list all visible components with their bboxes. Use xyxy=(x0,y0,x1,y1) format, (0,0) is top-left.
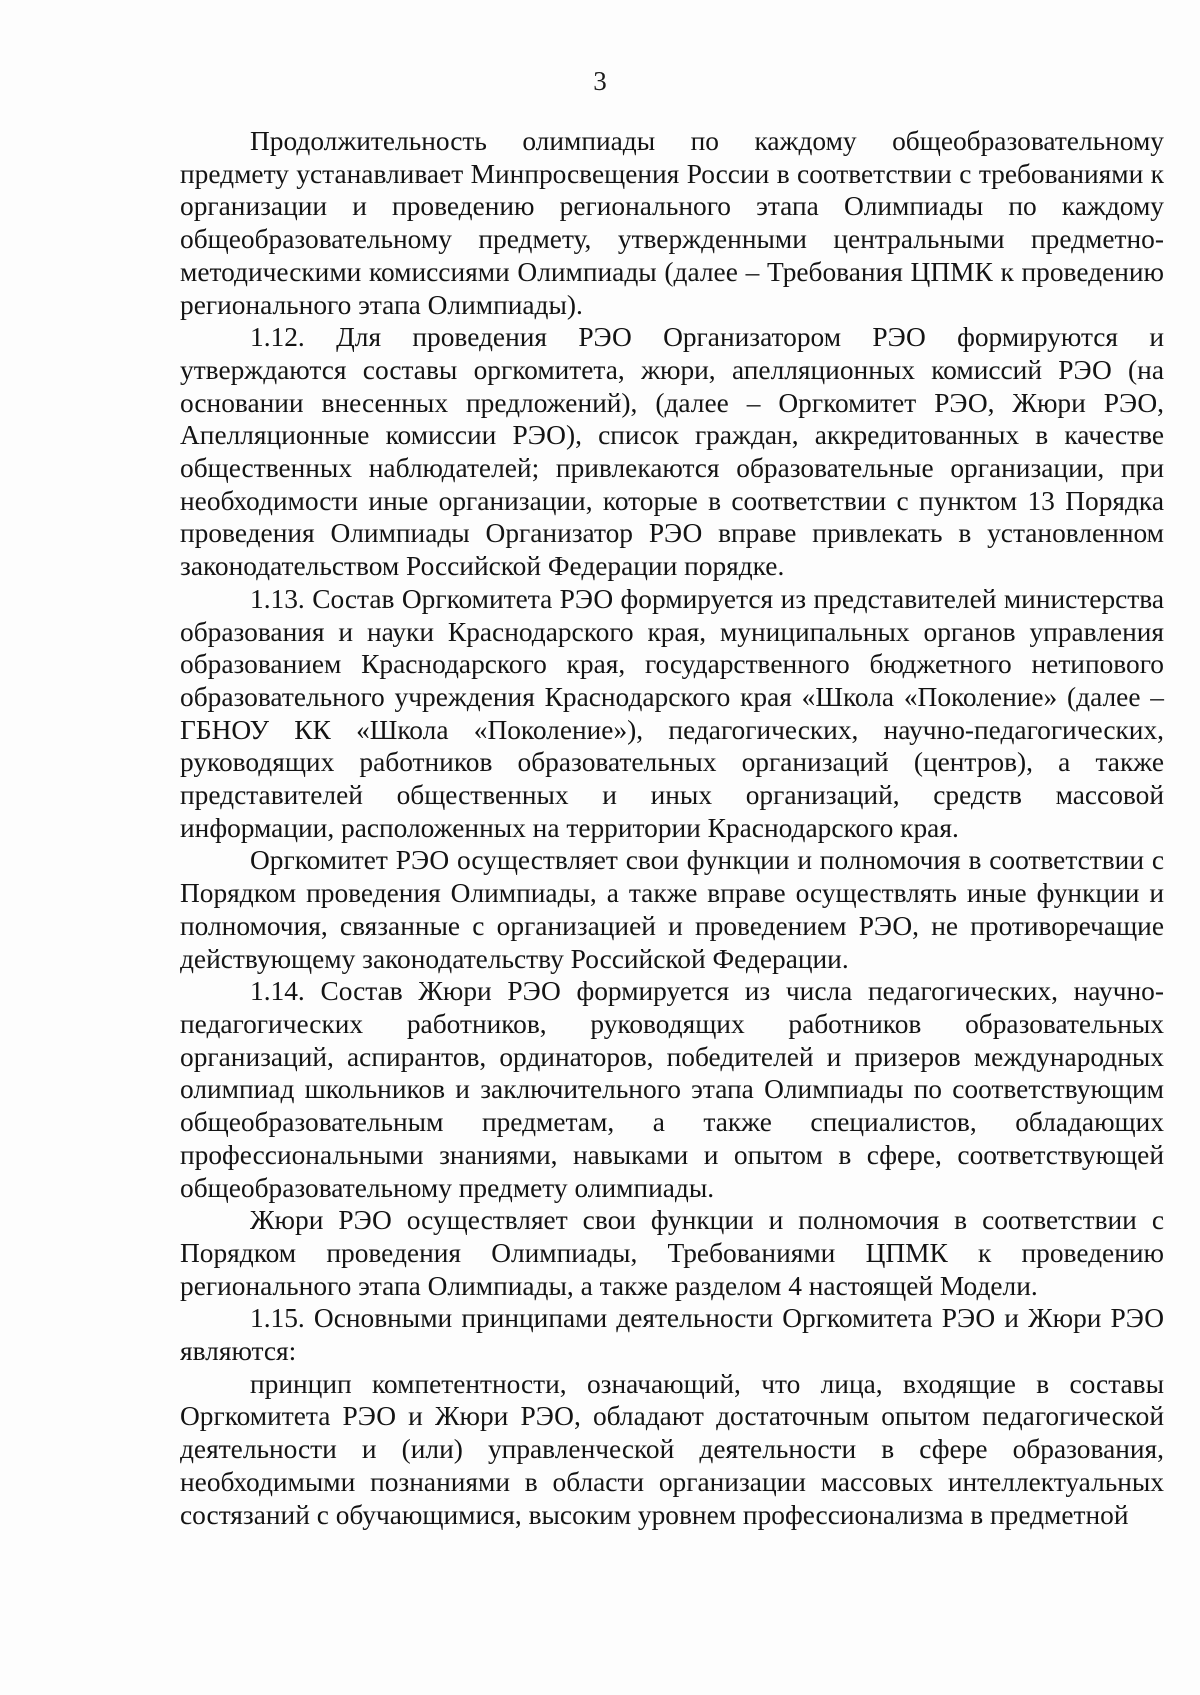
paragraph-1-12: 1.12. Для проведения РЭО Организатором РЭО формируются и утверждаются составы оргкомитета, жюри, апелляционных комиссий РЭО (на основании внесенных предложений), (далее – Оргкомитет РЭО, Жюри РЭО, Апелляционные комиссии РЭО), список граждан, аккредитованных в качестве общественных наблюдателей; привлекаются образовательные организации, при необходимости иные организации, которые в соответствии с пунктом 13 Порядка проведения Олимпиады Организатор РЭО вправе привлекать в установленном законодательством Российской Федерации порядке. xyxy=(180,322,1164,582)
page-number: 3 xyxy=(593,66,607,96)
paragraph-1-15: 1.15. Основными принципами деятельности Оргкомитета РЭО и Жюри РЭО являются: xyxy=(180,1303,1164,1367)
paragraph-competence-principle: принцип компетентности, означающий, что лица, входящие в составы Оргкомитета РЭО и Жюри РЭО, обладают достаточным опытом педагогической деятельности и (или) управленческой деятельности в сфере образования, необходимыми познаниями в области организации массовых интеллектуальных состязаний с обучающимися, высоким уровнем профессионализма в предметной xyxy=(180,1368,1164,1530)
paragraph-jury-functions: Жюри РЭО осуществляет свои функции и полномочия в соответствии с Порядком проведения Олимпиады, Требованиями ЦПМК к проведению регионального этапа Олимпиады, а также разделом 4 настоящей Модели. xyxy=(180,1205,1164,1301)
paragraph-1-13: 1.13. Состав Оргкомитета РЭО формируется из представителей министерства образования и науки Краснодарского края, муниципальных органов управления образованием Краснодарского края, государственного бюджетного нетипового образовательного учреждения Краснодарского края «Школа «Поколение» (далее – ГБНОУ КК «Школа «Поколение»), педагогических, научно-педагогических, руководящих работников образовательных организаций (центров), а также представителей общественных и иных организаций, средств массовой информации, расположенных на территории Краснодарского края. xyxy=(180,583,1164,843)
paragraph-1-14: 1.14. Состав Жюри РЭО формируется из числа педагогических, научно-педагогических работников, руководящих работников образовательных организаций, аспирантов, ординаторов, победителей и призеров международных олимпиад школьников и заключительного этапа Олимпиады по соответствующим общеобразовательным предметам, а также специалистов, обладающих профессиональными знаниями, навыками и опытом в сфере, соответствующей общеобразовательному предмету олимпиады. xyxy=(180,976,1164,1203)
paragraph-duration: Продолжительность олимпиады по каждому общеобразовательному предмету устанавливает Минпросвещения России в соответствии с требованиями к организации и проведению регионального этапа Олимпиады по каждому общеобразовательному предмету, утвержденными центральными предметно-методическими комиссиями Олимпиады (далее – Требования ЦПМК к проведению регионального этапа Олимпиады). xyxy=(180,126,1164,320)
paragraph-orgcommittee-functions: Оргкомитет РЭО осуществляет свои функции и полномочия в соответствии с Порядком проведения Олимпиады, а также вправе осуществлять иные функции и полномочия, связанные с организацией и проведением РЭО, не противоречащие действующему законодательству Российской Федерации. xyxy=(180,845,1164,974)
document-body xyxy=(180,125,1164,1531)
